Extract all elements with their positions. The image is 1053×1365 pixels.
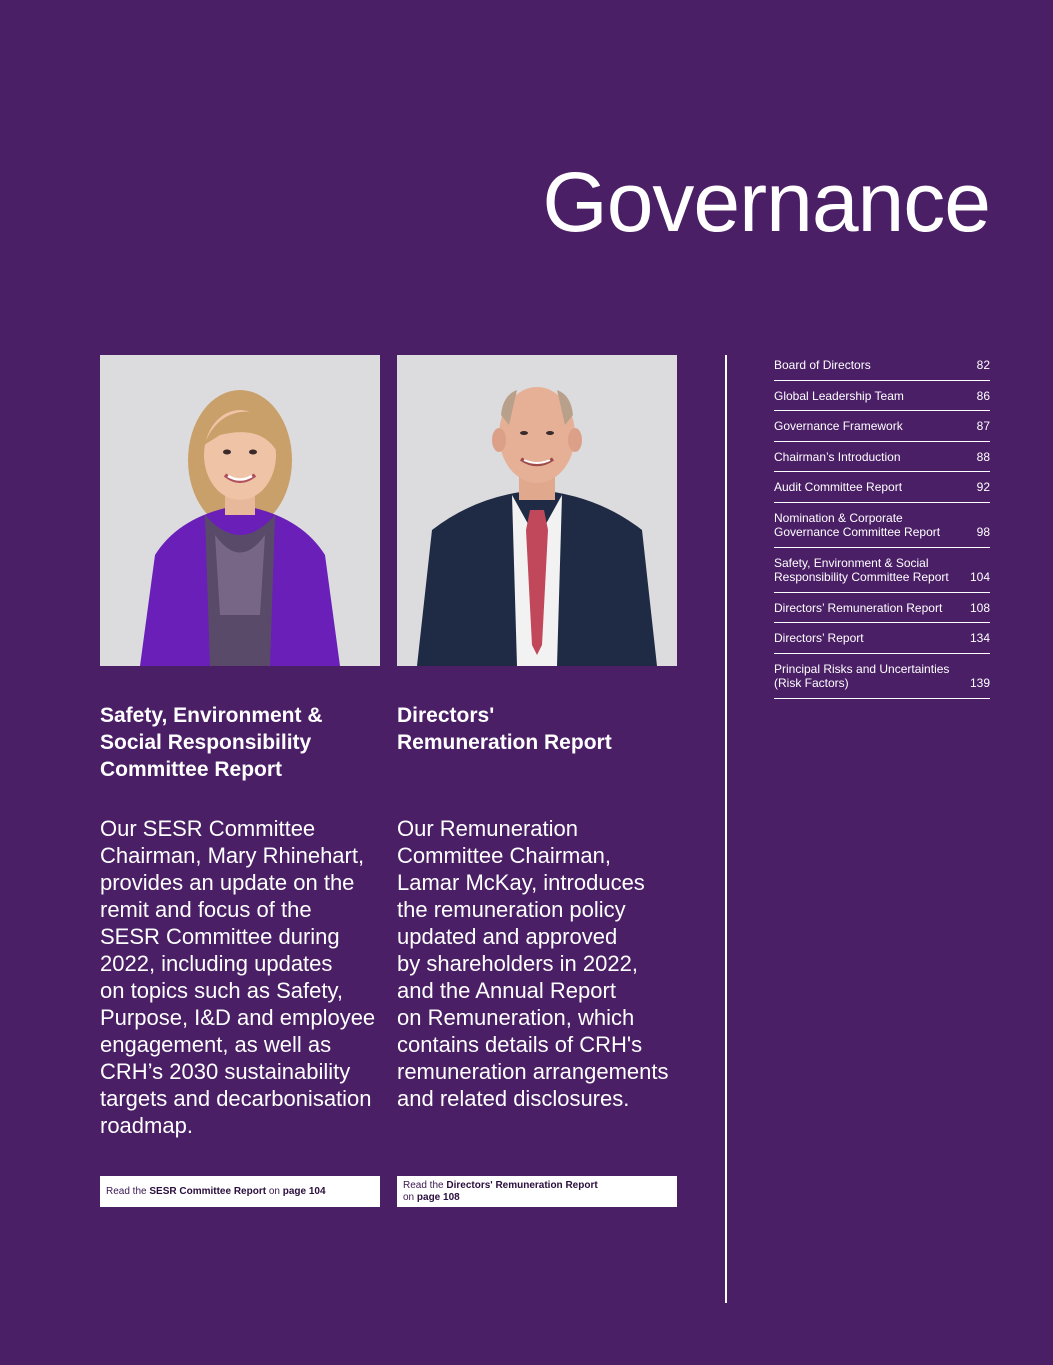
body-line: on Remuneration, which	[397, 1005, 635, 1030]
toc-item-label: Governance Framework	[774, 419, 903, 433]
toc-item-page: 139	[969, 676, 990, 690]
body-line: and the Annual Report	[397, 978, 616, 1003]
toc-item-label: Principal Risks and Uncertainties (Risk Factors)	[774, 661, 950, 690]
body-line: contains details of CRH's	[397, 1032, 643, 1057]
portrait-man-illustration	[397, 355, 677, 666]
read-link-prefix: Read the	[106, 1185, 150, 1197]
toc-item-label: Audit Committee Report	[774, 480, 903, 494]
toc-item-page: 86	[976, 388, 990, 403]
toc-item-chairmans-introduction[interactable]	[774, 450, 990, 473]
toc-item-label: Directors’ Report	[774, 631, 864, 645]
body-line: Chairman, Mary Rhinehart,	[100, 843, 365, 868]
body-line: by shareholders in 2022,	[397, 951, 638, 976]
toc-item-page: 87	[976, 419, 990, 433]
heading-line: Directors'	[397, 704, 495, 727]
read-link-middle: on	[266, 1185, 283, 1197]
toc-item-audit-committee-report[interactable]	[774, 480, 990, 503]
toc-item-label: Global Leadership Team	[774, 388, 904, 403]
body-line: provides an update on the	[100, 870, 355, 895]
read-link-prefix: Read the	[403, 1179, 447, 1191]
toc-item-page: 88	[976, 449, 990, 464]
body-line: and related disclosures.	[397, 1086, 630, 1111]
heading-line: Social Responsibility	[100, 731, 312, 754]
page-title: Governance	[542, 155, 990, 249]
toc-item-page: 82	[976, 358, 990, 372]
sesr-committee-heading	[100, 702, 390, 783]
toc-item-label: Chairman’s Introduction	[774, 449, 901, 464]
body-line: Our SESR Committee	[100, 816, 316, 841]
toc-item-page: 108	[969, 600, 990, 615]
remuneration-report-heading	[397, 702, 687, 756]
read-remuneration-report-link[interactable]	[397, 1176, 677, 1207]
sesr-committee-summary	[100, 815, 390, 1139]
toc-item-directors-remuneration-report[interactable]	[774, 601, 990, 624]
toc-item-label: Nomination & Corporate Governance Committee Report	[774, 510, 941, 539]
heading-line: Safety, Environment &	[100, 704, 323, 727]
portrait-woman-illustration	[100, 355, 380, 666]
toc-item-principal-risks[interactable]	[774, 662, 990, 699]
heading-line: Remuneration Report	[397, 731, 612, 754]
governance-contents-list	[774, 358, 990, 707]
vertical-divider	[725, 355, 727, 1303]
body-line: Committee Chairman,	[397, 843, 611, 868]
body-line: targets and decarbonisation	[100, 1086, 372, 1111]
body-line: remuneration arrangements	[397, 1059, 669, 1084]
body-line: Our Remuneration	[397, 816, 578, 841]
body-line: CRH’s 2030 sustainability	[100, 1059, 351, 1084]
read-sesr-report-link[interactable]	[100, 1176, 380, 1207]
body-line: Purpose, I&D and employee	[100, 1005, 376, 1030]
body-line: updated and approved	[397, 924, 618, 949]
body-line: 2022, including updates	[100, 951, 333, 976]
toc-item-sesr-committee-report[interactable]	[774, 556, 990, 593]
toc-item-page: 98	[976, 525, 990, 539]
toc-item-label: Directors’ Remuneration Report	[774, 600, 943, 615]
read-link-page: page 104	[282, 1185, 326, 1197]
body-line: remit and focus of the	[100, 897, 312, 922]
read-link-line2-prefix: on	[403, 1191, 417, 1203]
toc-item-page: 92	[976, 480, 990, 494]
toc-item-board-of-directors[interactable]	[774, 358, 990, 381]
toc-item-governance-framework[interactable]	[774, 419, 990, 442]
body-line: SESR Committee during	[100, 924, 340, 949]
heading-line: Committee Report	[100, 758, 283, 781]
body-line: on topics such as Safety,	[100, 978, 343, 1003]
portrait-photo-sesr-chairman	[100, 355, 380, 666]
read-link-report: Directors' Remuneration Report	[446, 1179, 598, 1191]
read-link-page: page 108	[416, 1191, 460, 1203]
portrait-photo-remuneration-chairman	[397, 355, 677, 666]
body-line: engagement, as well as	[100, 1032, 332, 1057]
toc-item-page: 134	[969, 631, 990, 645]
toc-item-page: 104	[969, 570, 990, 584]
body-line: Lamar McKay, introduces	[397, 870, 645, 895]
body-line: the remuneration policy	[397, 897, 626, 922]
toc-item-nomination-governance-committee-report[interactable]	[774, 511, 990, 548]
toc-item-global-leadership-team[interactable]	[774, 389, 990, 412]
toc-item-directors-report[interactable]	[774, 631, 990, 654]
toc-item-label: Safety, Environment & Social Responsibility Committee Report	[774, 555, 949, 584]
body-line: roadmap.	[100, 1113, 193, 1138]
toc-item-label: Board of Directors	[774, 358, 871, 372]
remuneration-report-summary	[397, 815, 687, 1112]
read-link-report: SESR Committee Report	[149, 1185, 267, 1197]
